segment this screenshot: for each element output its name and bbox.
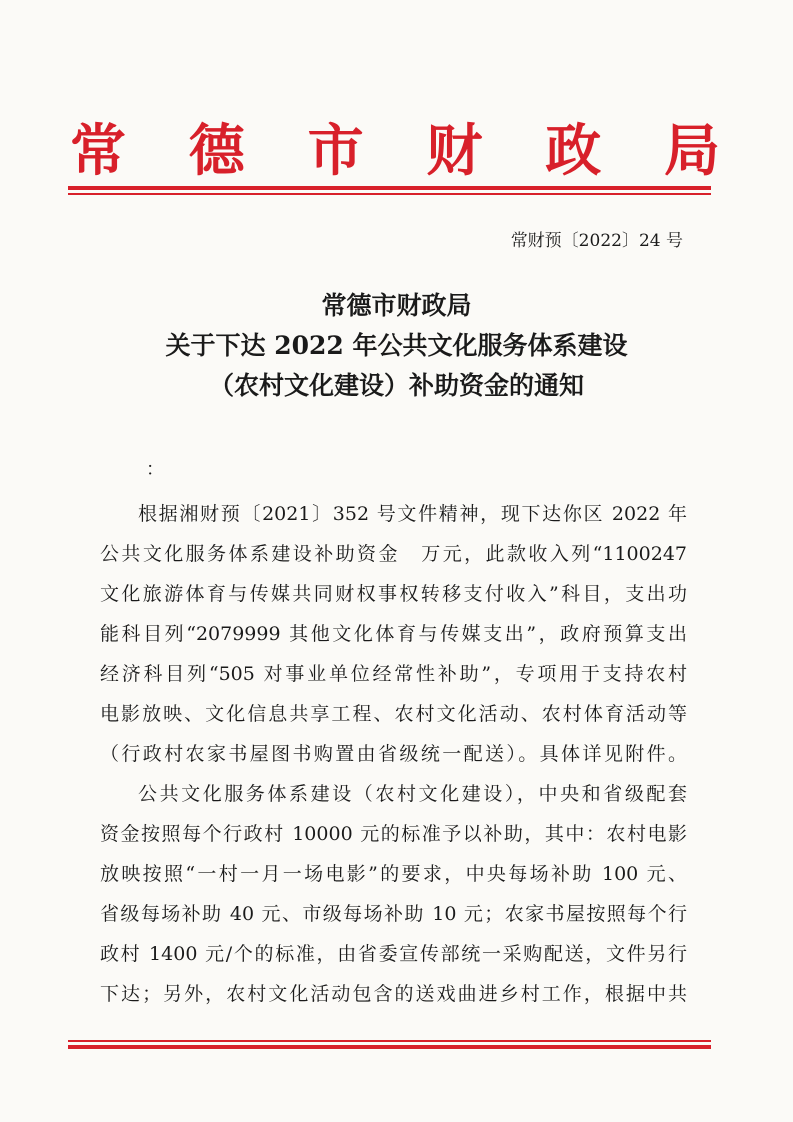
letterhead-title xyxy=(70,112,720,182)
body-line: （行政村农家书屋图书购置由省级统一配送）。具体详见附件。 xyxy=(100,743,687,765)
body-line: 放映按照“一村一月一场电影”的要求，中央每场补助 100 元、 xyxy=(100,863,687,885)
body-line: 省级每场补助 40 元、市级每场补助 10 元；农家书屋按照每个行 xyxy=(100,903,687,925)
body-line: 政村 1400 元/个的标准，由省委宣传部统一采购配送，文件另行 xyxy=(100,943,687,965)
document-number: 常财预〔2022〕24 号 xyxy=(510,231,683,251)
footer-rule-thin xyxy=(68,1040,711,1042)
body-line: 电影放映、文化信息共享工程、农村文化活动、农村体育活动等 xyxy=(100,703,687,725)
letterhead-char: 财 xyxy=(426,119,483,184)
salutation: ： xyxy=(146,459,164,480)
document-title xyxy=(0,286,793,406)
letterhead-rule-thick xyxy=(68,186,711,190)
body-line: 公共文化服务体系建设补助资金 万元，此款收入列“1100247 xyxy=(100,543,687,565)
letterhead-char: 市 xyxy=(307,119,364,184)
letterhead-char: 德 xyxy=(188,119,245,184)
letterhead-char: 局 xyxy=(663,119,720,184)
body-line: 经济科目列“505 对事业单位经常性补助”，专项用于支持农村 xyxy=(100,663,687,685)
footer-rule-thick xyxy=(68,1045,711,1049)
body-line: 文化旅游体育与传媒共同财权事权转移支付收入”科目，支出功 xyxy=(100,583,687,605)
title-line-1: 常德市财政局 xyxy=(321,291,472,320)
title-line-2: 关于下达 2022 年公共文化服务体系建设 xyxy=(165,331,628,360)
letterhead-char: 常 xyxy=(70,119,126,184)
body-line: 下达；另外，农村文化活动包含的送戏曲进乡村工作，根据中共 xyxy=(100,983,687,1005)
body-line: 公共文化服务体系建设（农村文化建设），中央和省级配套 xyxy=(138,783,687,805)
body-line: 资金按照每个行政村 10000 元的标准予以补助，其中：农村电影 xyxy=(100,823,687,845)
letterhead-rule-thin xyxy=(68,193,711,195)
title-line-3: （农村文化建设）补助资金的通知 xyxy=(208,371,584,400)
letterhead-char: 政 xyxy=(545,119,602,184)
document-body xyxy=(100,494,687,1014)
body-line: 根据湘财预〔2021〕352 号文件精神，现下达你区 2022 年 xyxy=(138,503,687,525)
body-line: 能科目列“2079999 其他文化体育与传媒支出”，政府预算支出 xyxy=(100,623,687,645)
